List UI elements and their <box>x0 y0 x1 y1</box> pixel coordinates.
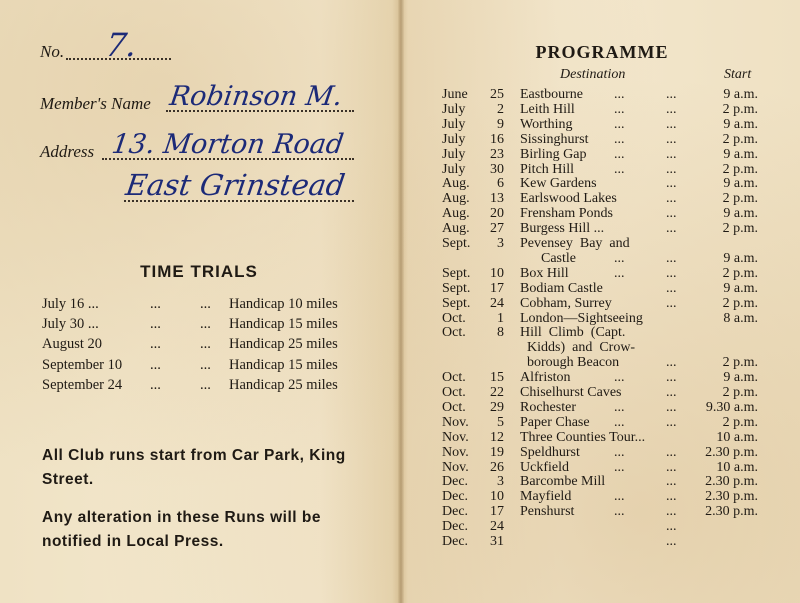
time-trial-row <box>42 357 362 377</box>
programme-row <box>404 266 800 281</box>
programme-row <box>404 340 800 355</box>
member-name-field <box>40 80 360 120</box>
time-trial-row <box>42 336 362 356</box>
programme-day: 12 <box>490 429 504 445</box>
programme-dots: ... <box>614 504 625 520</box>
programme-row <box>404 415 800 430</box>
programme-start-time: 2 p.m. <box>722 221 758 237</box>
programme-row <box>404 117 800 132</box>
programme-row <box>404 236 800 251</box>
time-trial-event: Handicap 15 miles <box>229 316 338 332</box>
programme-month: Dec. <box>442 474 469 490</box>
programme-row <box>404 430 800 445</box>
programme-row <box>404 445 800 460</box>
programme-day: 17 <box>490 504 504 520</box>
programme-start-time: 10 a.m. <box>716 429 758 445</box>
programme-month: Oct. <box>442 399 466 415</box>
programme-destination: Rochester <box>520 399 576 415</box>
programme-day: 5 <box>497 414 504 430</box>
programme-day: 29 <box>490 399 504 415</box>
right-page <box>404 0 800 603</box>
time-trial-dots: ... <box>150 357 161 373</box>
programme-month: July <box>442 101 466 117</box>
programme-row <box>404 206 800 221</box>
programme-destination: Pitch Hill <box>520 161 575 177</box>
programme-destination: Cobham, Surrey <box>520 295 612 311</box>
programme-day: 22 <box>490 385 504 400</box>
time-trial-dots: ... <box>200 357 211 373</box>
left-page <box>0 0 398 603</box>
programme-dots: ... <box>614 489 625 505</box>
programme-month: July <box>442 146 466 162</box>
time-trial-dots: ... <box>150 377 161 393</box>
programme-start-time: 2 p.m. <box>722 161 758 177</box>
time-trial-event: Handicap 15 miles <box>229 357 338 373</box>
programme-dots: ... <box>614 370 625 386</box>
programme-title: PROGRAMME <box>535 42 669 62</box>
programme-month: July <box>442 116 466 132</box>
time-trial-dots: ... <box>150 296 161 312</box>
time-trial-dots: ... <box>200 336 211 352</box>
programme-destination: Leith Hill <box>520 101 575 117</box>
programme-dots: ... <box>666 519 677 535</box>
programme-month: July <box>442 161 466 177</box>
programme-start-time: 2 p.m. <box>722 355 758 371</box>
programme-dots: ... <box>666 221 677 237</box>
programme-dots: ... <box>666 146 677 162</box>
programme-row <box>404 474 800 489</box>
programme-destination: Eastbourne <box>520 87 583 102</box>
programme-destination: Alfriston <box>520 370 571 386</box>
programme-day: 30 <box>490 161 504 177</box>
programme-row <box>404 132 800 147</box>
programme-start-time: 2.30 p.m. <box>705 444 758 460</box>
programme-dots: ... <box>666 444 677 460</box>
programme-day: 13 <box>490 191 504 207</box>
address-label: Address <box>40 142 95 161</box>
time-trial-dots: ... <box>200 377 211 393</box>
programme-destination: Worthing <box>520 116 573 132</box>
programme-start-time: 9 a.m. <box>723 250 758 266</box>
programme-start-time: 8 a.m. <box>723 310 758 326</box>
address-line1-handwritten: 13. Morton Road <box>109 129 346 160</box>
member-name-handwritten: Robinson M. <box>167 81 345 112</box>
programme-day: 23 <box>490 146 504 162</box>
programme-start-time: 9 a.m. <box>723 280 758 296</box>
programme-month: July <box>442 131 466 147</box>
programme-dots: ... <box>666 206 677 222</box>
programme-day: 24 <box>490 295 504 311</box>
programme-month: Sept. <box>442 280 471 296</box>
programme-destination: Hill Climb (Capt. <box>520 325 626 341</box>
programme-destination: Castle <box>520 250 576 266</box>
programme-month: Dec. <box>442 519 469 535</box>
programme-dots: ... <box>666 414 677 430</box>
programme-month: Oct. <box>442 325 466 341</box>
time-trial-date: July 16 ... <box>42 296 99 312</box>
programme-day: 19 <box>490 444 504 460</box>
address-line1-field <box>40 128 360 168</box>
programme-month: Sept. <box>442 295 471 311</box>
programme-start-time: 2 p.m. <box>722 191 758 207</box>
time-trial-dots: ... <box>150 336 161 352</box>
time-trial-date: September 24 <box>42 377 123 393</box>
programme-month: Aug. <box>442 221 470 237</box>
programme-month: Aug. <box>442 191 470 207</box>
programme-dots: ... <box>666 399 677 415</box>
programme-row <box>404 191 800 206</box>
programme-day: 6 <box>497 176 504 192</box>
programme-dots: ... <box>666 474 677 490</box>
start-column-header: Start <box>724 67 752 82</box>
programme-start-time: 2.30 p.m. <box>705 489 758 505</box>
programme-row <box>404 504 800 519</box>
member-number-handwritten: 7. <box>103 26 140 64</box>
programme-month: Dec. <box>442 489 469 505</box>
programme-row <box>404 385 800 400</box>
programme-dots: ... <box>614 161 625 177</box>
address-line2-handwritten: East Grinstead <box>123 168 348 202</box>
programme-dots: ... <box>614 459 625 475</box>
programme-dots: ... <box>666 250 677 266</box>
programme-dots: ... <box>666 280 677 296</box>
programme-month: Oct. <box>442 310 466 326</box>
time-trial-event: Handicap 25 miles <box>229 336 338 352</box>
time-trial-dots: ... <box>200 296 211 312</box>
programme-dots: ... <box>614 250 625 266</box>
programme-dots: ... <box>614 131 625 147</box>
programme-dots: ... <box>666 370 677 386</box>
programme-row <box>404 87 800 102</box>
programme-start-time: 10 a.m. <box>716 459 758 475</box>
programme-start-time: 2 p.m. <box>722 131 758 147</box>
programme-row <box>404 370 800 385</box>
programme-start-time: 9 a.m. <box>723 146 758 162</box>
programme-start-time: 2 p.m. <box>722 295 758 311</box>
programme-dots: ... <box>614 146 625 162</box>
time-trial-date: September 10 <box>42 357 123 373</box>
programme-row <box>404 355 800 370</box>
programme-dots: ... <box>666 489 677 505</box>
programme-day: 31 <box>490 534 504 549</box>
programme-dots: ... <box>666 534 677 549</box>
programme-row <box>404 460 800 475</box>
programme-destination: Three Counties Tour... <box>520 429 646 445</box>
programme-destination: Kew Gardens <box>520 176 597 192</box>
programme-dots: ... <box>666 101 677 117</box>
programme-dots: ... <box>614 265 625 281</box>
programme-day: 20 <box>490 206 504 222</box>
programme-destination: London—Sightseeing <box>520 310 643 326</box>
programme-start-time: 2 p.m. <box>722 385 758 400</box>
programme-destination: Uckfield <box>520 459 569 475</box>
programme-row <box>404 519 800 534</box>
programme-dots: ... <box>666 504 677 520</box>
time-trial-dots: ... <box>150 316 161 332</box>
programme-row <box>404 400 800 415</box>
programme-day: 16 <box>490 131 504 147</box>
time-trial-dots: ... <box>200 316 211 332</box>
time-trial-date: August 20 <box>42 336 103 352</box>
programme-destination: borough Beacon <box>520 355 620 371</box>
programme-row <box>404 221 800 236</box>
programme-day: 1 <box>497 310 504 326</box>
programme-row <box>404 251 800 266</box>
programme-dots: ... <box>666 87 677 102</box>
programme-start-time: 9 a.m. <box>723 87 758 102</box>
programme-month: Aug. <box>442 206 470 222</box>
programme-day: 24 <box>490 519 504 535</box>
programme-day: 17 <box>490 280 504 296</box>
member-number-field <box>40 28 180 68</box>
programme-destination: Frensham Ponds <box>520 206 613 222</box>
programme-destination: Mayfield <box>520 489 572 505</box>
programme-start-time: 2 p.m. <box>722 414 758 430</box>
programme-row <box>404 281 800 296</box>
programme-start-time: 2.30 p.m. <box>705 504 758 520</box>
programme-row <box>404 534 800 549</box>
programme-day: 9 <box>497 116 504 132</box>
programme-month: Oct. <box>442 385 466 400</box>
programme-dots: ... <box>614 444 625 460</box>
time-trials-title: TIME TRIALS <box>140 262 258 281</box>
programme-destination: Burgess Hill ... <box>520 221 605 237</box>
programme-start-time: 2 p.m. <box>722 265 758 281</box>
programme-month: Sept. <box>442 236 471 251</box>
programme-destination: Penshurst <box>520 504 575 520</box>
programme-dots: ... <box>666 355 677 371</box>
programme-day: 3 <box>497 474 504 490</box>
programme-dots: ... <box>666 295 677 311</box>
programme-destination: Birling Gap <box>520 146 587 162</box>
programme-row <box>404 489 800 504</box>
programme-row <box>404 102 800 117</box>
programme-dots: ... <box>614 101 625 117</box>
time-trial-row <box>42 296 362 316</box>
programme-month: Oct. <box>442 370 466 386</box>
programme-row <box>404 296 800 311</box>
programme-month: Sept. <box>442 265 471 281</box>
programme-day: 27 <box>490 221 504 237</box>
programme-destination: Kidds) and Crow- <box>520 340 636 356</box>
programme-destination: Box Hill <box>520 265 569 281</box>
programme-dots: ... <box>666 459 677 475</box>
programme-dots: ... <box>614 116 625 132</box>
programme-destination: Pevensey Bay and <box>520 236 630 251</box>
programme-row <box>404 325 800 340</box>
programme-dots: ... <box>666 265 677 281</box>
programme-destination: Paper Chase <box>520 414 590 430</box>
programme-row <box>404 147 800 162</box>
address-line2-field <box>40 170 360 210</box>
programme-month: Dec. <box>442 504 469 520</box>
programme-destination: Speldhurst <box>520 444 580 460</box>
programme-month: Nov. <box>442 444 469 460</box>
club-runs-start-note: All Club runs start from Car Park, King Street. <box>42 447 346 488</box>
programme-start-time: 9 a.m. <box>723 116 758 132</box>
programme-month: Nov. <box>442 414 469 430</box>
programme-start-time: 9 a.m. <box>723 206 758 222</box>
time-trial-event: Handicap 10 miles <box>229 296 338 312</box>
programme-dots: ... <box>666 161 677 177</box>
programme-destination: Barcombe Mill <box>520 474 606 490</box>
programme-month: June <box>442 87 468 102</box>
member-name-label: Member's Name <box>40 94 151 113</box>
programme-month: Aug. <box>442 176 470 192</box>
time-trial-event: Handicap 25 miles <box>229 377 338 393</box>
time-trial-row <box>42 377 362 397</box>
programme-dots: ... <box>614 87 625 102</box>
programme-start-time: 9 a.m. <box>723 176 758 192</box>
programme-day: 10 <box>490 265 504 281</box>
programme-month: Dec. <box>442 534 469 549</box>
programme-month: Nov. <box>442 459 469 475</box>
programme-month: Nov. <box>442 429 469 445</box>
programme-day: 26 <box>490 459 504 475</box>
programme-day: 2 <box>497 101 504 117</box>
member-number-label: No. <box>40 42 65 61</box>
programme-start-time: 9.30 a.m. <box>705 399 758 415</box>
alteration-note: Any alteration in these Runs will be notified in Local Press. <box>42 509 321 550</box>
programme-dots: ... <box>614 414 625 430</box>
programme-start-time: 2.30 p.m. <box>705 474 758 490</box>
programme-row <box>404 311 800 326</box>
programme-day: 15 <box>490 370 504 386</box>
programme-destination: Sissinghurst <box>520 131 589 147</box>
programme-dots: ... <box>666 116 677 132</box>
destination-column-header: Destination <box>560 67 626 82</box>
programme-day: 3 <box>497 236 504 251</box>
programme-start-time: 2 p.m. <box>722 101 758 117</box>
programme-destination: Earlswood Lakes <box>520 191 617 207</box>
programme-dots: ... <box>666 191 677 207</box>
programme-dots: ... <box>666 131 677 147</box>
time-trial-date: July 30 ... <box>42 316 99 332</box>
programme-day: 8 <box>497 325 504 341</box>
programme-row <box>404 176 800 191</box>
programme-day: 25 <box>490 87 504 102</box>
programme-row <box>404 162 800 177</box>
programme-day: 10 <box>490 489 504 505</box>
programme-dots: ... <box>614 399 625 415</box>
programme-destination: Bodiam Castle <box>520 280 603 296</box>
programme-start-time: 9 a.m. <box>723 370 758 386</box>
time-trial-row <box>42 316 362 336</box>
programme-destination: Chiselhurst Caves <box>520 385 622 400</box>
programme-dots: ... <box>666 176 677 192</box>
programme-dots: ... <box>666 385 677 400</box>
